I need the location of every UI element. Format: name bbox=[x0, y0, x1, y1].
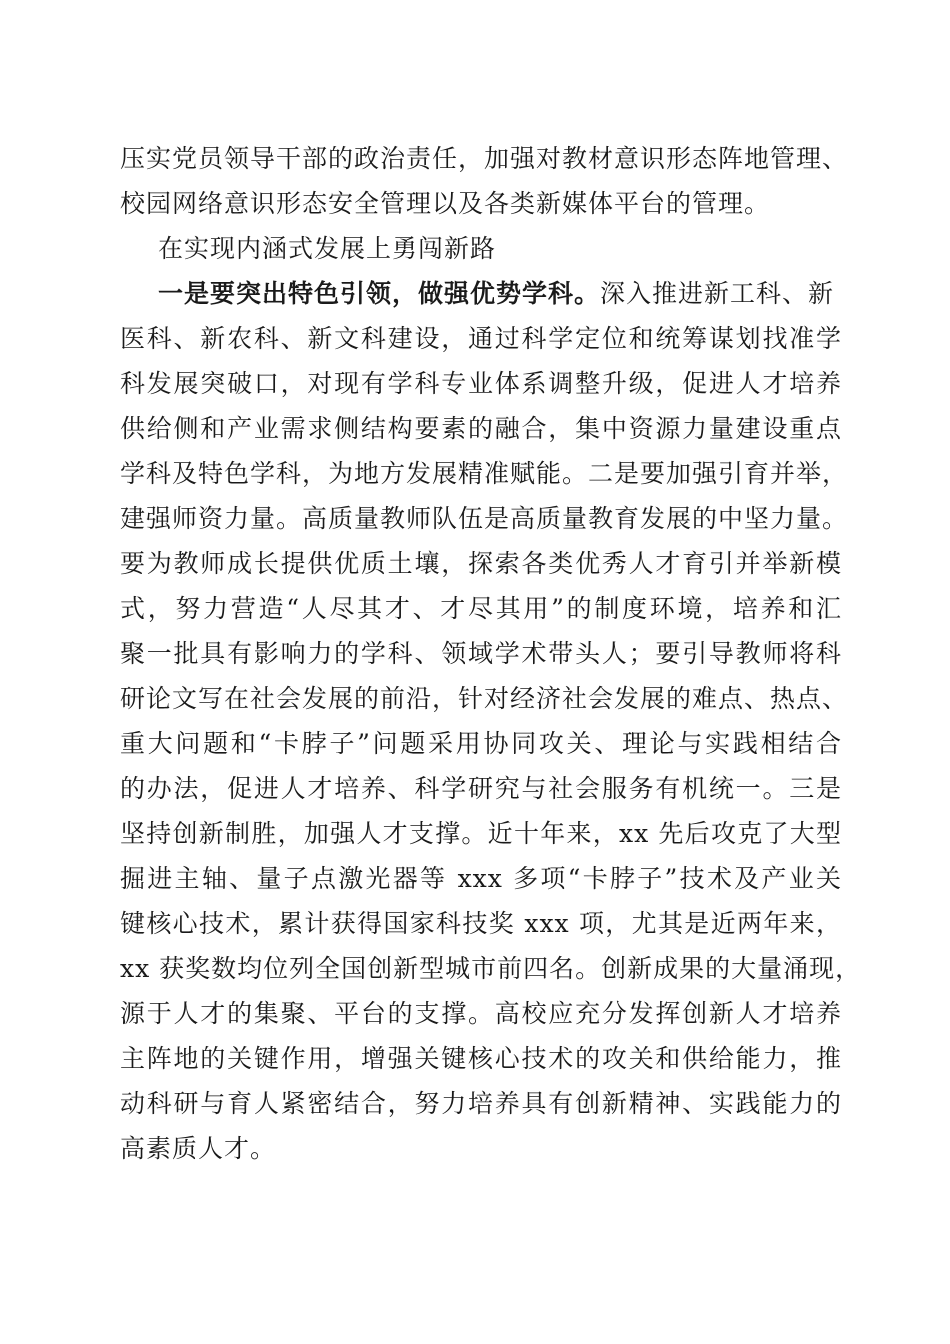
text-line: 建强师资力量。高质量教师队伍是高质量教育发展的中坚力量。 bbox=[120, 504, 849, 533]
text-line: 研论文写在社会发展的前沿，针对经济社会发展的难点、热点、 bbox=[120, 684, 849, 713]
text-line: 坚持创新制胜，加强人才支撑。近十年来，xx 先后攻克了大型 bbox=[120, 819, 842, 848]
text-line: 掘进主轴、量子点激光器等 xxx 多项“卡脖子”技术及产业关 bbox=[120, 864, 842, 893]
text-line: 科发展突破口，对现有学科专业体系调整升级，促进人才培养 bbox=[120, 369, 842, 398]
paragraph-first-line bbox=[120, 271, 842, 316]
text-line: 键核心技术，累计获得国家科技奖 xxx 项，尤其是近两年来， bbox=[120, 909, 842, 938]
text-line-last: 高素质人才。 bbox=[120, 1134, 277, 1163]
text-line: 重大问题和“卡脖子”问题采用协同攻关、理论与实践相结合 bbox=[120, 729, 842, 758]
text-line: 要为教师成长提供优质土壤，探索各类优秀人才育引并举新模 bbox=[120, 549, 842, 578]
section-heading: 在实现内涵式发展上勇闯新路 bbox=[158, 234, 497, 263]
text-line: 供给侧和产业需求侧结构要素的融合，集中资源力量建设重点 bbox=[120, 414, 842, 443]
text-line: xx 获奖数均位列全国创新型城市前四名。创新成果的大量涌现， bbox=[120, 954, 862, 983]
text-line: 主阵地的关键作用，增强关键核心技术的攻关和供给能力，推 bbox=[120, 1044, 842, 1073]
bold-lead-text: 一是要突出特色引领，做强优势学科。 bbox=[158, 279, 601, 308]
text-line: 聚一批具有影响力的学科、领域学术带头人；要引导教师将科 bbox=[120, 639, 842, 668]
text-line: 源于人才的集聚、平台的支撑。高校应充分发挥创新人才培养 bbox=[120, 999, 842, 1028]
text-line: 学科及特色学科，为地方发展精准赋能。二是要加强引育并举， bbox=[120, 459, 849, 488]
text-line: 医科、新农科、新文科建设，通过科学定位和统筹谋划找准学 bbox=[120, 324, 842, 353]
text-line: 的办法，促进人才培养、科学研究与社会服务有机统一。三是 bbox=[120, 774, 842, 803]
lead-rest-text: 深入推进新工科、新 bbox=[600, 279, 835, 308]
text-line: 压实党员领导干部的政治责任，加强对教材意识形态阵地管理、 bbox=[120, 144, 849, 173]
text-line: 动科研与育人紧密结合，努力培养具有创新精神、实践能力的 bbox=[120, 1089, 842, 1118]
text-line: 式，努力营造“人尽其才、才尽其用”的制度环境，培养和汇 bbox=[120, 594, 842, 623]
document-page bbox=[120, 136, 862, 1171]
text-line: 校园网络意识形态安全管理以及各类新媒体平台的管理。 bbox=[120, 189, 771, 218]
